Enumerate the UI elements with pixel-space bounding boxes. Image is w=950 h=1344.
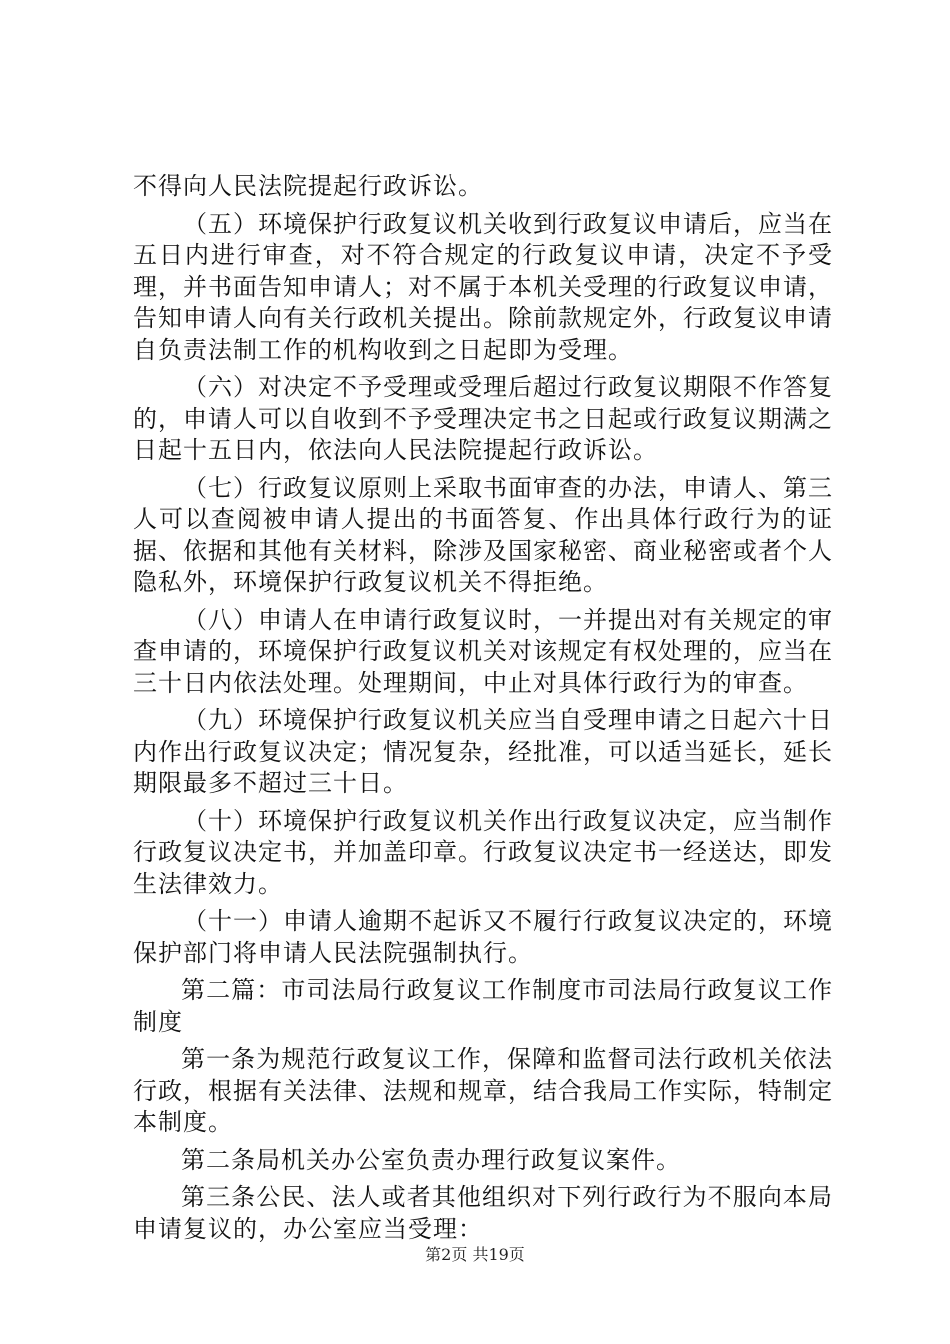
paragraph-item-11: （十一）申请人逾期不起诉又不履行行政复议决定的，环境保护部门将申请人民法院强制执行。 [133,907,833,967]
page-number-footer: 第2页 共19页 [425,1245,525,1264]
section-heading-part-two: 第二篇：市司法局行政复议工作制度市司法局行政复议工作制度 [133,976,833,1036]
paragraph-article-1: 第一条为规范行政复议工作，保障和监督司法行政机关依法行政，根据有关法律、法规和规章，结合我局工作实际，特制定本制度。 [133,1045,833,1136]
paragraph-item-9: （九）环境保护行政复议机关应当自受理申请之日起六十日内作出行政复议决定；情况复杂，经批准，可以适当延长，延长期限最多不超过三十日。 [133,706,833,797]
paragraph-article-3: 第三条公民、法人或者其他组织对下列行政行为不服向本局申请复议的，办公室应当受理： [133,1183,833,1243]
paragraph-continuation: 不得向人民法院提起行政诉讼。 [133,172,483,200]
paragraph-article-2: 第二条局机关办公室负责办理行政复议案件。 [181,1145,681,1174]
paragraph-item-8: （八）申请人在申请行政复议时，一并提出对有关规定的审查申请的，环境保护行政复议机关对该规定有权处理的，应当在三十日内依法处理。处理期间，中止对具体行政行为的审查。 [133,605,833,697]
paragraph-item-10: （十）环境保护行政复议机关作出行政复议决定，应当制作行政复议决定书，并加盖印章。行政复议决定书一经送达，即发生法律效力。 [133,806,833,898]
document-body [133,171,833,1251]
paragraph-item-7: （七）行政复议原则上采取书面审查的办法，申请人、第三人可以查阅被申请人提出的书面答复、作出具体行政行为的证据、依据和其他有关材料，除涉及国家秘密、商业秘密或者个人隐私外，环境保护行政复议机关不得拒绝。 [133,473,833,596]
paragraph-item-6: （六）对决定不予受理或受理后超过行政复议期限不作答复的，申请人可以自收到不予受理决定书之日起或行政复议期满之日起十五日内，依法向人民法院提起行政诉讼。 [133,373,833,464]
paragraph-item-5: （五）环境保护行政复议机关收到行政复议申请后，应当在五日内进行审查，对不符合规定的行政复议申请，决定不予受理，并书面告知申请人；对不属于本机关受理的行政复议申请，告知申请人向有关行政机关提出。除前款规定外，行政复议申请自负责法制工作的机构收到之日起即为受理。 [133,209,833,364]
